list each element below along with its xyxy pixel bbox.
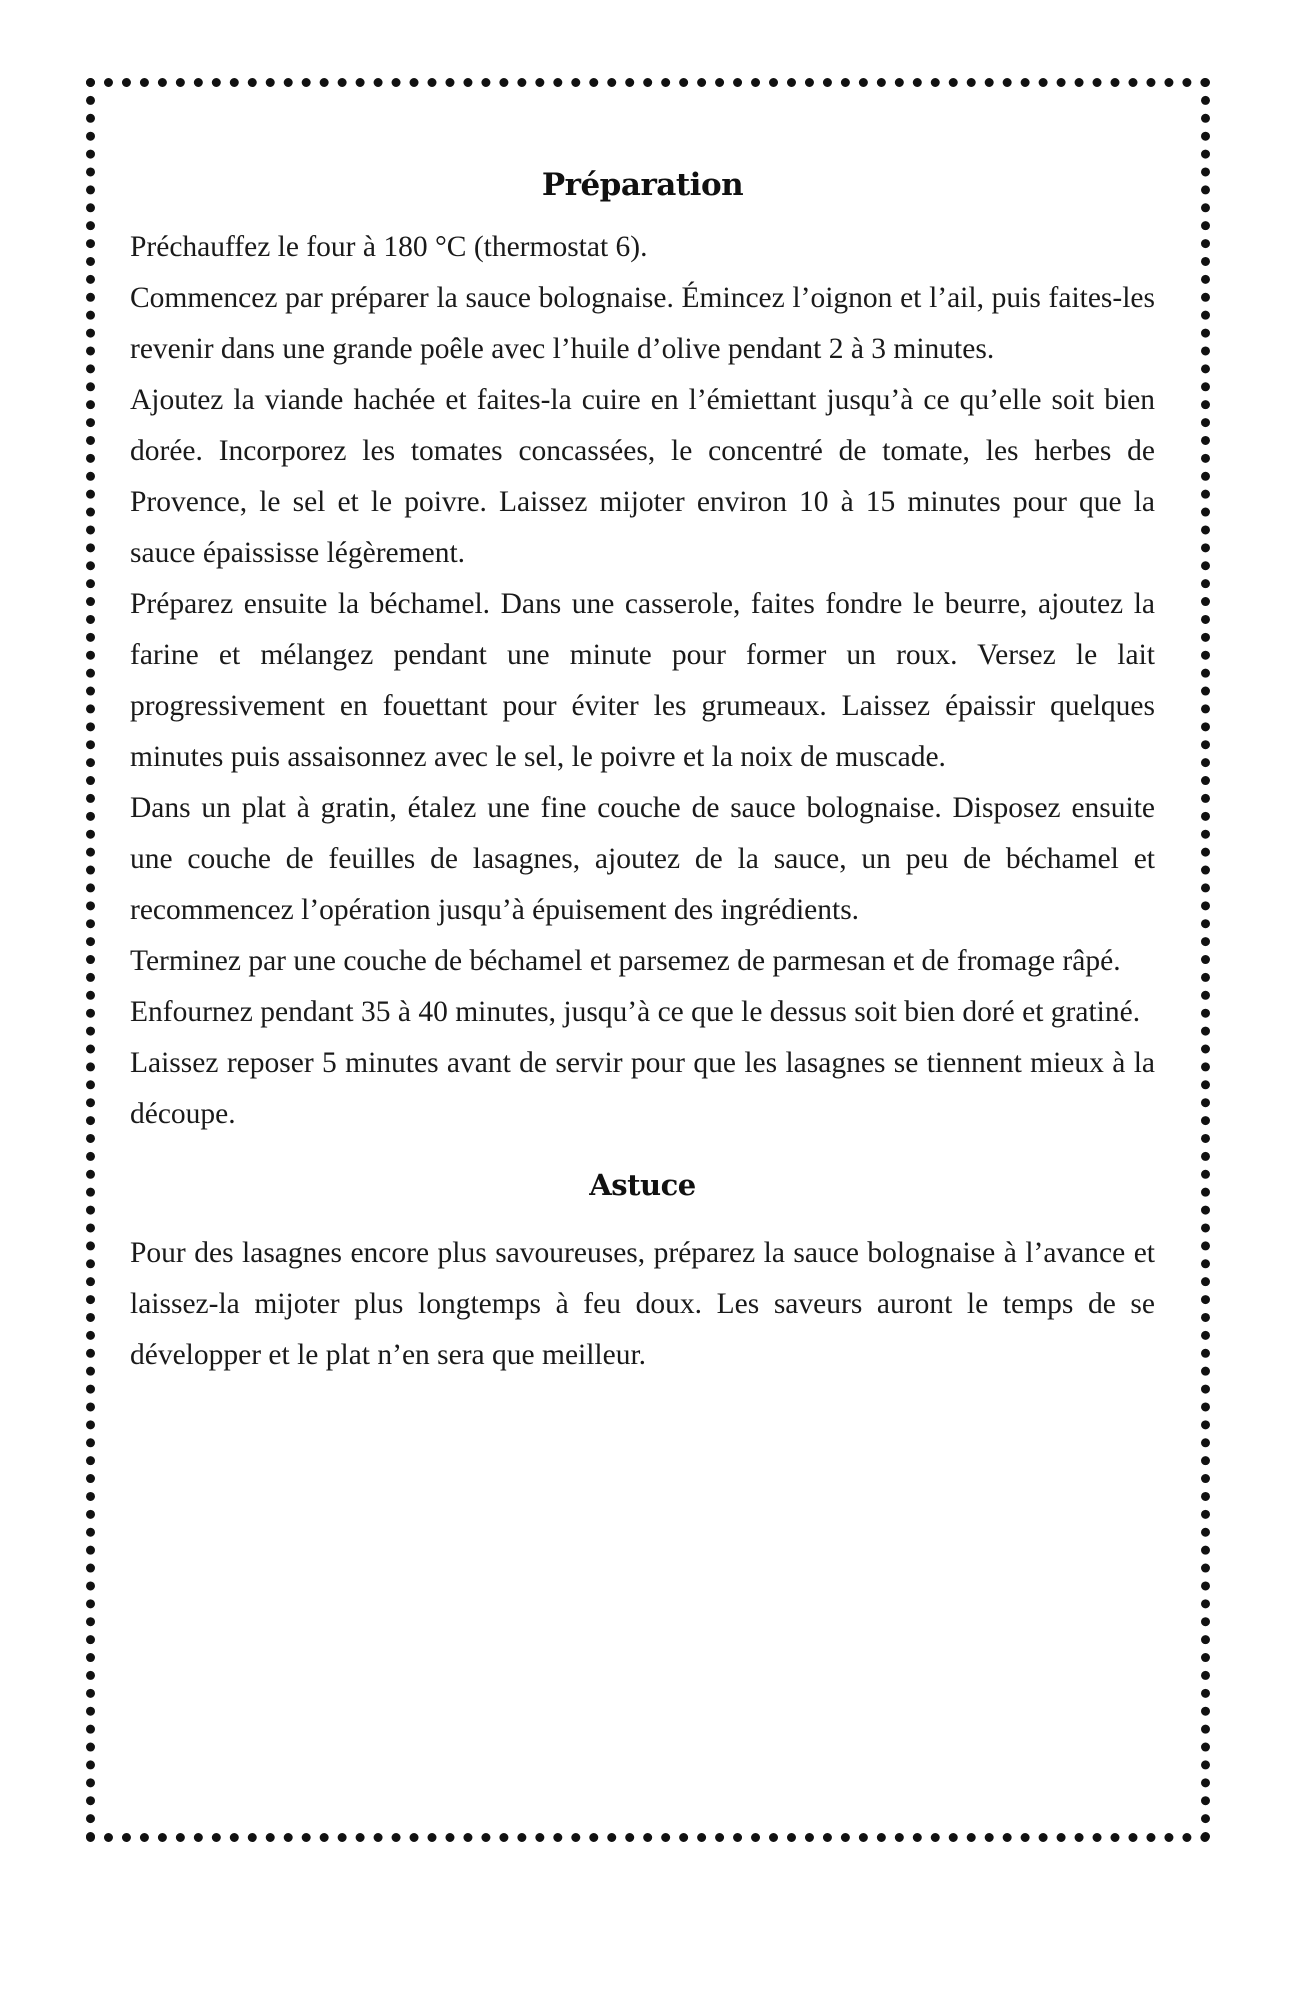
recipe-content — [130, 160, 1155, 1381]
astuce-heading: Astuce — [589, 1168, 696, 1202]
preparation-step: Commencez par préparer la sauce bolognaise. Émincez l’oignon et l’ail, puis faites-les revenir dans une grande poêle avec l’huile d’olive pendant 2 à 3 minutes. — [130, 282, 1155, 365]
preparation-step: Ajoutez la viande hachée et faites-la cuire en l’émiettant jusqu’à ce qu’elle soit bien dorée. Incorporez les tomates concassées, le concentré de tomate, les herbes de Provence, le sel et le poivre. Laissez mijoter environ 10 à 15 minutes pour que la sauce épaississe légèrement. — [130, 384, 1155, 569]
preparation-step: Préchauffez le four à 180 °C (thermostat 6). — [130, 231, 648, 263]
preparation-step: Préparez ensuite la béchamel. Dans une casserole, faites fondre le beurre, ajoutez la farine et mélangez pendant une minute pour former un roux. Versez le lait progressivement en fouettant pour éviter les grumeaux. Laissez épaissir quelques minutes puis assaisonnez avec le sel, le poivre et la noix de muscade. — [130, 588, 1155, 773]
preparation-step: Laissez reposer 5 minutes avant de servir pour que les lasagnes se tiennent mieux à la découpe. — [130, 1047, 1155, 1130]
preparation-heading: Préparation — [541, 167, 744, 203]
astuce-paragraph: Pour des lasagnes encore plus savoureuses, préparez la sauce bolognaise à l’avance et laissez-la mijoter plus longtemps à feu doux. Les saveurs auront le temps de se développer et le plat n’en sera que meilleur. — [130, 1237, 1155, 1371]
preparation-step: Terminez par une couche de béchamel et parsemez de parmesan et de fromage râpé. — [130, 945, 1121, 977]
preparation-step: Enfournez pendant 35 à 40 minutes, jusqu’à ce que le dessus soit bien doré et gratiné. — [130, 996, 1141, 1028]
preparation-step: Dans un plat à gratin, étalez une fine couche de sauce bolognaise. Disposez ensuite une couche de feuilles de lasagnes, ajoutez de la sauce, un peu de béchamel et recommencez l’opération jusqu’à épuisement des ingrédients. — [130, 792, 1155, 926]
